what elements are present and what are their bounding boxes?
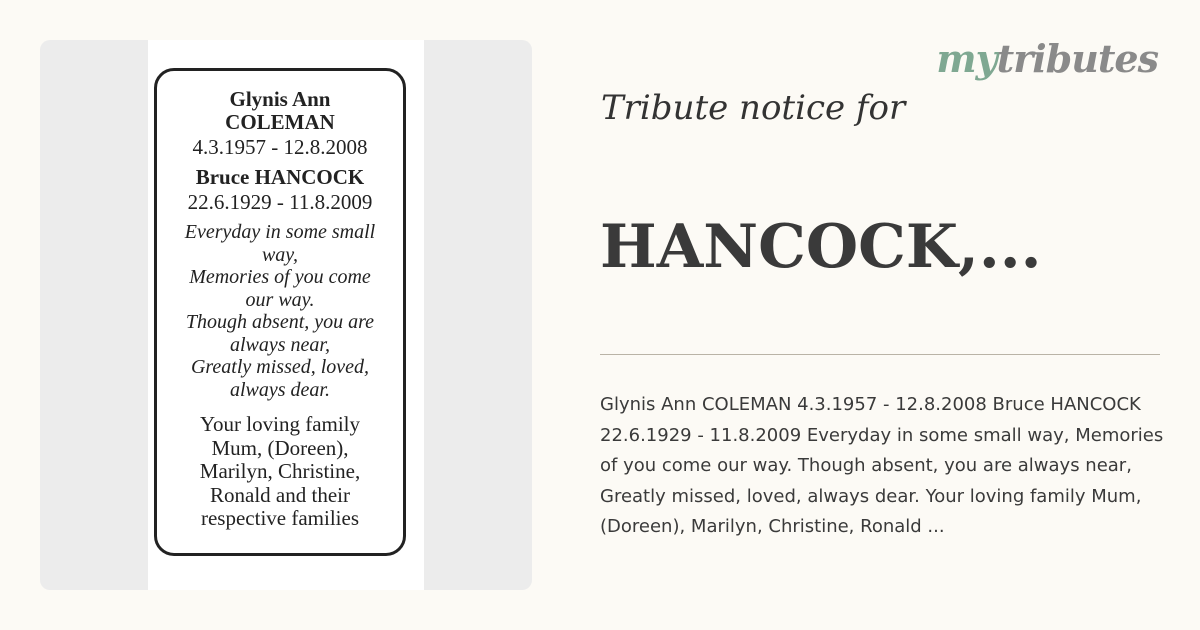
notice-person1-name-line1: Glynis Ann [229,87,331,111]
verse-line: Greatly missed, loved, [190,356,370,378]
verse-line: always near, [230,333,330,356]
verse-line: always dear. [230,378,330,401]
notice-person2-name: Bruce HANCOCK [195,165,365,189]
verse-line: way, [261,243,299,266]
notice-frame [154,68,406,556]
verse-line: Though absent, you are [185,311,375,333]
divider [600,354,1160,355]
deceased-name-title: HANCOCK,... [600,212,1042,282]
mytributes-logo[interactable] [936,36,1158,81]
verse-line: Everyday in some small [184,221,376,243]
notice-excerpt: Glynis Ann COLEMAN 4.3.1957 - 12.8.2008 Bruce HANCOCK 22.6.1929 - 11.8.2009 Everyday in some small way, Memories of you come our way. Though absent, you are always near, Greatly missed, loved, always dear. Your loving family Mum, (Doreen), Marilyn, Christine, Ronald ... [600,394,1164,537]
verse-line: our way. [245,288,315,311]
notice-verse [157,215,403,401]
notice-family [157,401,403,531]
notice-person1-name-line2: COLEMAN [225,110,335,134]
notice-image-panel [40,40,532,590]
logo-part-tributes: tributes [996,36,1158,81]
verse-line: Memories of you come [189,266,371,288]
notice-person1-dates: 4.3.1957 - 12.8.2008 [192,135,368,159]
notice-person2-dates: 22.6.1929 - 11.8.2009 [187,190,373,214]
family-line: Mum, (Doreen), [211,435,349,460]
family-line: respective families [200,506,359,530]
family-line: Marilyn, Christine, [199,459,361,483]
page-subtitle: Tribute notice for [601,88,906,128]
logo-part-my: my [936,36,997,81]
family-line: Your loving family [199,412,361,436]
family-line: Ronald and their [210,482,350,507]
notice-clipping [148,40,424,590]
